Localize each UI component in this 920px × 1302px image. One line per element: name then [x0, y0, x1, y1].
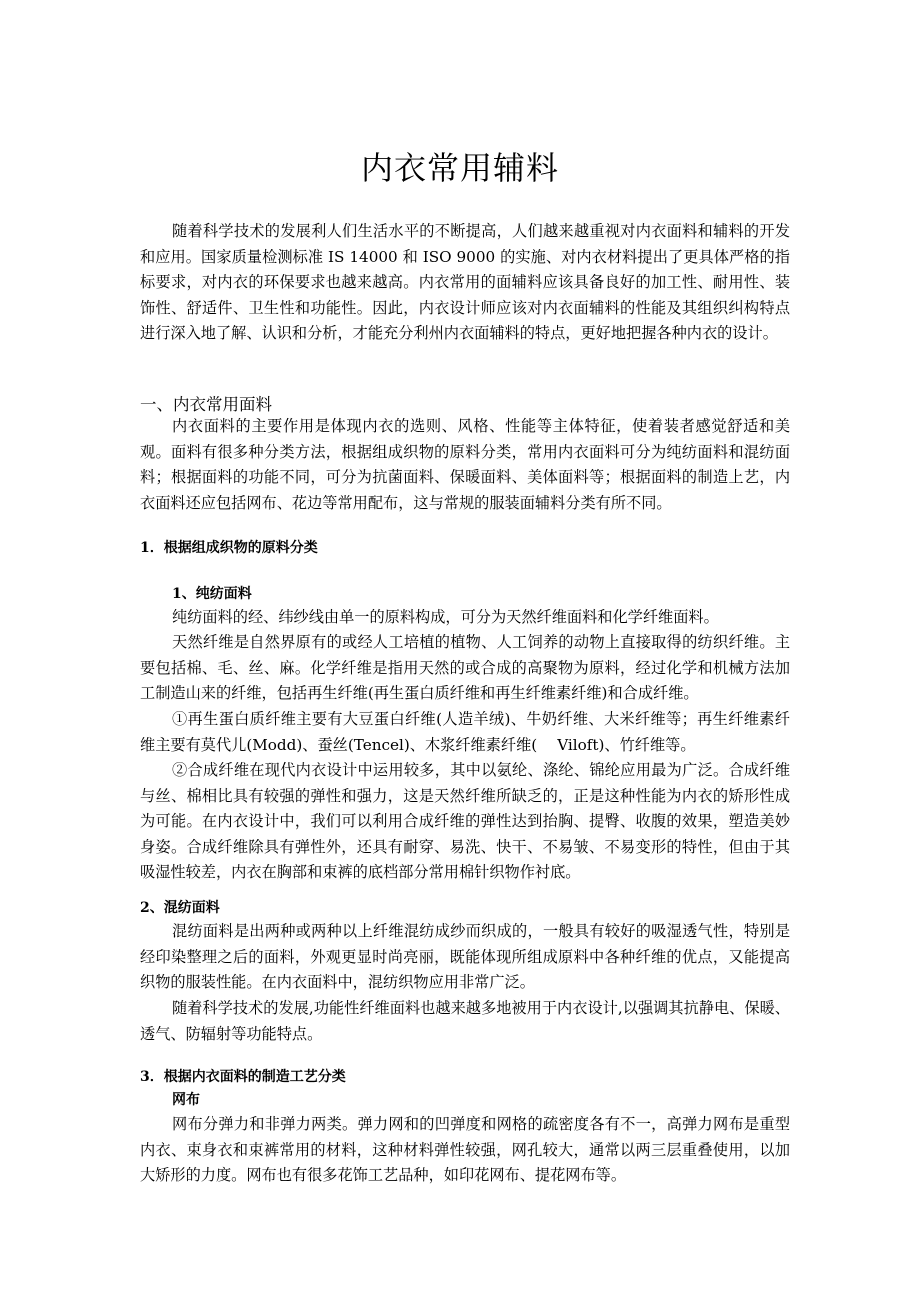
document-title: 内衣常用辅料	[360, 149, 559, 187]
heading-pure-fabric: 1、纯纺面料	[172, 586, 252, 602]
pure-fabric-paragraph-4: ②合成纤维在现代内衣设计中运用较多，其中以氨纶、涤纶、锦纶应用最为广泛。合成纤维与丝、棉相比具有较强的弹性和强力，这是天然纤维所缺乏的，正是这种性能为内衣的矫形性成为可能。在内衣设计中，我们可以利用合成纤维的弹性达到抬胸、提臀、收腹的效果，塑造美妙身姿。合成纤维除具有弹性外，还具有耐穿、易洗、快干、不易皱、不易变形的特性，但由于其吸湿性较差，内衣在胸部和束裤的底档部分常用棉针织物作衬底。	[140, 761, 790, 882]
section-fabrics-paragraph: 内衣面料的主要作用是体现内衣的选则、风格、性能等主体特征，使着装者感觉舒适和美观。面料有很多种分类方法，根据组成织物的原料分类，常用内衣面料可分为纯纺面料和混纺面料；根据面料的功能不同，可分为抗菌面料、保暖面料、美体面料等；根据面料的制造上艺，内衣面料还应包括网布、花边等常用配布，这与常规的服装面辅料分类有所不同。	[140, 417, 790, 512]
subsection-heading-raw-material: 1．根据组成织物的原料分类	[140, 540, 318, 556]
pure-fabric-paragraph-1: 纯纺面料的经、纬纱线由单一的原料构成，可分为天然纤维面料和化学纤维面料。	[172, 608, 719, 626]
heading-blended-fabric: 2、混纺面料	[140, 900, 220, 916]
blended-fabric-paragraph-2: 随着科学技术的发展,功能性纤维面料也越来越多地被用于内衣设计,以强调其抗静电、保暖、透气、防辐射等功能特点。	[140, 999, 790, 1043]
intro-paragraph: 随着科学技术的发展利人们生活水平的不断提高，人们越来越重视对内衣面料和辅料的开发和应用。国家质量检测标准 IS 14000 和 ISO 9000 的实施、对内衣材料提出了更具体严格的指标要求，对内衣的环保要求也越来越高。内衣常用的面辅料应该具备良好的加工性、耐用性、装饰性、舒适件、卫生性和功能性。因此，内衣设计师应该对内衣面辅料的性能及其组织纠构特点进行深入地了解、认识和分析，才能充分利州内衣面辅料的特点，更好地把握各种内衣的设计。	[140, 222, 790, 343]
heading-mesh: 网布	[172, 1092, 200, 1108]
mesh-paragraph: 网布分弹力和非弹力两类。弹力网和的凹弹度和网格的疏密度各有不一，高弹力网布是重型内衣、束身衣和束裤常用的材料，这种材料弹性较强，网孔较大，通常以两三层重叠使用，以加大矫形的力度。网布也有很多花饰工艺品种，如印花网布、提花网布等。	[140, 1115, 790, 1185]
pure-fabric-paragraph-3: ①再生蛋白质纤维主要有大豆蛋白纤维(人造羊绒)、牛奶纤维、大米纤维等；再生纤维素纤维主要有莫代儿(Modd)、蚕丝(Tencel)、木浆纤维素纤维( Viloft)、竹纤维等。	[140, 710, 790, 754]
section-heading-fabrics: 一、内衣常用面料	[140, 395, 272, 414]
blended-fabric-paragraph-1: 混纺面料是出两种或两种以上纤维混纺成纱而织成的，一般具有较好的吸湿透气性，特别是经印染整理之后的面料，外观更显时尚亮丽，既能体现所组成原料中各种纤维的优点，又能提高织物的服装性能。在内衣面料中，混纺织物应用非常广泛。	[140, 922, 790, 992]
subsection-heading-process: 3．根据内衣面料的制造工艺分类	[140, 1069, 346, 1085]
pure-fabric-paragraph-2: 天然纤维是自然界原有的或经人工培植的植物、人工饲养的动物上直接取得的纺织纤维。主要包括棉、毛、丝、麻。化学纤维是指用天然的或合成的高聚物为原料，经过化学和机械方法加工制造山来的纤维，包括再生纤维(再生蛋白质纤维和再生纤维素纤维)和合成纤维。	[140, 633, 790, 703]
